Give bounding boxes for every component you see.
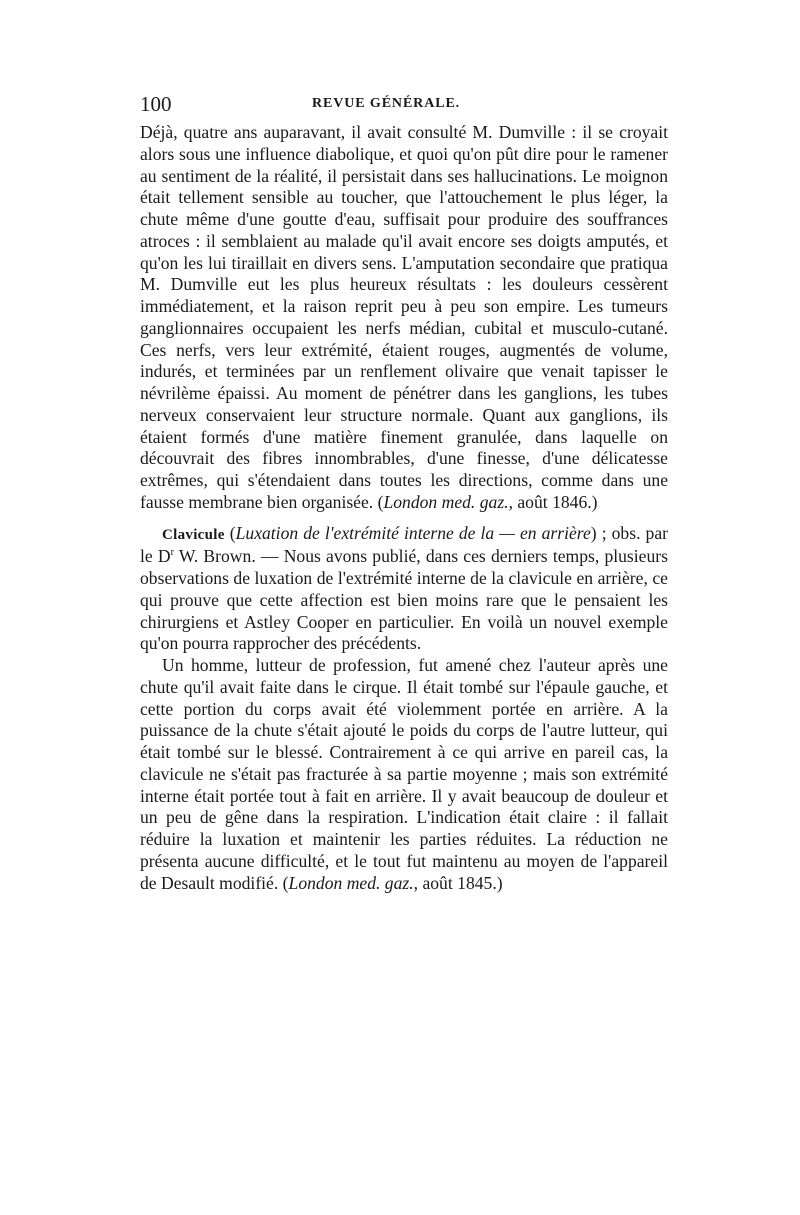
paragraph-dumville xyxy=(140,122,668,514)
running-head xyxy=(140,92,668,122)
entry-paren-close: ) ; xyxy=(590,522,607,543)
paragraph-clavicule xyxy=(140,523,668,656)
entry-obs: obs. par le D xyxy=(140,522,668,567)
citation-source: London med. gaz. xyxy=(383,491,509,512)
entry-paren-open: ( xyxy=(224,522,236,543)
page-number: 100 xyxy=(140,92,172,116)
entry-obs-sup: r xyxy=(170,547,174,559)
entry-heading: Clavicule xyxy=(162,526,225,543)
book-page xyxy=(140,92,668,894)
citation-date: , août 1845.) xyxy=(413,872,503,893)
citation-date: , août 1846.) xyxy=(508,491,598,512)
entry-subject: Luxation de l'extrémité interne de la — en arrière xyxy=(235,522,591,543)
citation-source: London med. gaz. xyxy=(288,872,414,893)
paragraph-text: W. Brown. — Nous avons publié, dans ces derniers temps, plusieurs observations de luxation de l'extrémité interne de la clavicule en arrière, ce qui prouve que cette affection est bien moins rare que le pensaient les chirurgiens et Astley Cooper en particulier. En voilà un nouvel exemple qu'on pourra rapprocher des précédents. xyxy=(140,546,668,654)
paragraph-lutteur xyxy=(140,655,668,894)
paragraph-text: Un homme, lutteur de profession, fut amené chez l'auteur après une chute qu'il avait faite dans le cirque. Il était tombé sur l'épaule gauche, et cette portion du corps avait été violemment portée en arrière. A la puissance de la chute s'était ajouté le poids du corps de l'autre lutteur, qui était tombé sur le blessé. Contrairement à ce qui arrive en pareil cas, la clavicule ne s'était pas fracturée à sa partie moyenne ; mais son extrémité interne était portée tout à fait en arrière. Il y avait beaucoup de douleur et un peu de gêne dans la respiration. L'indication était claire : il fallait réduire la luxation et maintenir les parties réduites. La réduction ne présenta aucune difficulté, et le tout fut maintenu au moyen de l'appareil de Desault modifié. ( xyxy=(140,655,668,893)
paragraph-text: Déjà, quatre ans auparavant, il avait consulté M. Dumville : il se croyait alors sous une influence diabolique, et quoi qu'on pût dire pour le ramener au sentiment de la réalité, il persistait dans ses hallucinations. Le moignon était tellement sensible au toucher, que l'attouchement le plus léger, la chute même d'une goutte d'eau, suffisait pour produire des souffrances atroces : il semblaient au malade qu'il avait encore ses doigts amputés, et qu'on les lui tiraillait en divers sens. L'amputation secondaire que pratiqua M. Dumville eut les plus heureux résultats : les douleurs cessèrent immédiatement, et la raison reprit peu à peu son empire. Les tumeurs ganglionnaires occupaient les nerfs médian, cubital et musculo-cutané. Ces nerfs, vers leur extrémité, étaient rouges, augmentés de volume, indurés, et terminées par un renflement olivaire que venait tapisser le névrilème épaissi. Au moment de pénétrer dans les ganglions, les tubes nerveux conservaient leur structure normale. Quant aux ganglions, ils étaient formés d'une matière finement granulée, dans laquelle on découvrait des fibres innombrables, d'une finesse, d'une délicatesse extrêmes, qui s'étendaient dans toutes les directions, comme dans une fausse membrane bien organisée. ( xyxy=(140,122,668,512)
running-title: REVUE GÉNÉRALE. xyxy=(312,96,461,111)
